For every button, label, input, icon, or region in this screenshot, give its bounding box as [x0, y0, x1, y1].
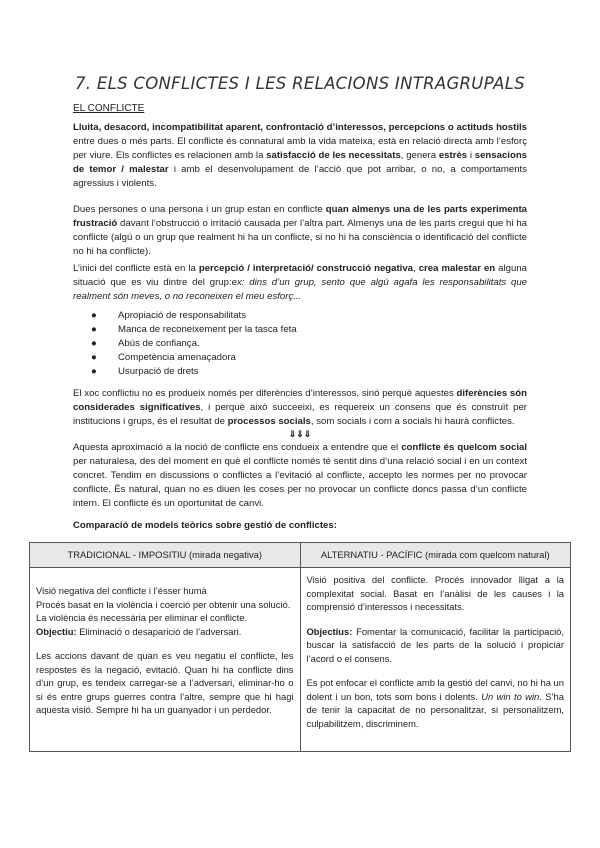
comparison-table: [29, 542, 571, 752]
list-item: [91, 309, 297, 323]
bullet-list: [73, 309, 297, 379]
cell-traditional: [30, 568, 301, 752]
list-item: [91, 337, 297, 351]
text-run: Objectiu:: [36, 625, 77, 637]
text-run: Lluita, desacord, incompatibilitat aparent, confrontació d’interessos, percepcions o actituds hostils: [73, 122, 527, 133]
text-run: , som socials i com a socials hi haurà conflictes.: [310, 416, 515, 427]
bullet-icon: ●: [91, 352, 97, 363]
bullet-icon: ●: [91, 324, 97, 335]
list-item-text: Manca de reconeixement per la tasca feta: [118, 324, 297, 335]
text-run: , genera: [400, 150, 439, 161]
text-run: Visió negativa del conflicte i l’ésser humà: [36, 585, 207, 596]
text-run: ex: dins d’un grup, sento que algú agafa les responsabilitats que realment són meves, o no reconeixen el meu esforç...: [73, 277, 528, 302]
text-run: Procés basat en la violència i coerció per obtenir una solució.: [36, 598, 291, 610]
text-block: [307, 625, 565, 666]
text-run: Objectius:: [306, 625, 353, 637]
paragraph-origin: [73, 262, 527, 304]
text-run: Les accions davant de quan es veu negatiu el conflicte, les respostes és la negació, evitació. Quan hi ha conflicte dins d’un grup, es tendeix carregar-se a l’adversari, eliminar-ho o si és entre grups guerres contra l’altre, sempre que hi hagi aquesta visió. Sempre hi ha un guanyador i un perdedor.: [36, 650, 294, 715]
text-run: L’inici del conflicte està en la: [73, 263, 199, 274]
column-header-alternative: ALTERNATIU - PACÍFIC (mirada com quelcom natural): [300, 543, 571, 568]
text-run: i amb el desenvolupament de l’acció que pot arribar, o no, a comportaments agressius i violents.: [73, 164, 528, 189]
text-run: Un win to win: [481, 690, 540, 702]
text-run: crea malestar en: [418, 263, 496, 274]
column-header-traditional: TRADICIONAL - IMPOSITIU (mirada negativa): [30, 543, 301, 568]
text-run: satisfacció de les necessitats: [266, 150, 401, 161]
down-arrows-icon: ⇓⇓⇓: [288, 429, 312, 439]
text-block: [36, 649, 294, 717]
paragraph-social: [73, 441, 527, 511]
text-run: . S’ha de tenir la capacitat de no personalitzar, si personalitzem, culpabilitzem, discriminem.: [306, 690, 564, 729]
text-block: [36, 584, 294, 638]
text-run: davant l’obstrucció o irritació causada per l’altra part. Almenys una de les parts cregui que hi ha conflicte (algú o un grup que realment hi ha un conflicte, si no hi ha consciència o identificació del conflicte no hi ha conflicte).: [73, 218, 527, 257]
text-run: sensacions de temor / malestar: [73, 150, 528, 175]
text-run: La violència és necessària per eliminar el conflicte.: [36, 612, 248, 623]
text-run: , i perquè això succeeixi, es requereix un consens que és construït per institucions i grups, és el resultat de: [73, 402, 527, 427]
bullet-icon: ●: [91, 338, 97, 349]
text-run: ,: [413, 263, 419, 274]
text-run: Eliminació o desaparició de l’adversari.: [76, 625, 242, 637]
list-item-text: Usurpació de drets: [118, 366, 199, 377]
list-item: [91, 323, 297, 337]
text-block: [307, 573, 565, 614]
paragraph-parties: [73, 203, 527, 259]
page-title: 7. ELS CONFLICTES I LES RELACIONS INTRAGRUPALS: [75, 74, 525, 93]
text-run: Fomentar la comunicació, facilitar la participació, buscar la satisfacció de les parts de la solució i propiciar l’acord o el consens.: [306, 625, 564, 664]
text-run: El xoc conflictiu no es produeix només per diferències d’interessos, sinó perquè aquestes: [73, 388, 457, 399]
list-item: [91, 351, 297, 365]
text-block: [307, 676, 565, 730]
text-run: diferències són considerades significatives: [73, 388, 527, 413]
cell-alternative: [300, 568, 571, 752]
paragraph-definition: [73, 121, 527, 191]
list-item: [91, 365, 297, 379]
bullet-icon: ●: [91, 366, 97, 377]
text-run: Es pot enfocar el conflicte amb la gestió del canvi, no hi ha un dolent i un bon, tots som bons i dolents.: [306, 677, 564, 702]
text-run: estrès: [438, 150, 468, 161]
list-item-text: Competència amenaçadora: [118, 352, 236, 363]
comparison-heading: Comparació de models teòrics sobre gestió de conflictes:: [73, 520, 337, 531]
paragraph-clash: [73, 387, 527, 429]
text-run: percepció / interpretació/ construcció negativa: [198, 263, 414, 274]
text-run: quan almenys una de les parts experimenta frustració: [73, 204, 527, 229]
list-item-text: Apropiació de responsabilitats: [118, 310, 246, 321]
text-run: entre dues o més parts. El conflicte és connatural amb la vida mateixa, està en relació directa amb l’esforç per viure. Els conflictes es relacionen amb la: [73, 136, 527, 161]
text-run: processos socials: [227, 416, 311, 427]
bullet-icon: ●: [91, 310, 97, 321]
text-run: i: [467, 150, 475, 161]
text-run: per naturalesa, des del moment en què el conflicte només té sentit dins d’una relació social i en un context concret. Tendim en discussions o conflictes a l’evitació al conflicte, accepto les normes per no provocar conflicte. És natural, quan no es diuen les coses per no provocar un conflicte doncs passa d’un conflicte intern. El conflicte és un oportunitat de canvi.: [73, 456, 527, 509]
list-item-text: Abús de confiança.: [118, 338, 200, 349]
text-run: Visió positiva del conflicte. Procés innovador lligat a la complexitat social. Basat en l’anàlisi de les causes i la comprensió d’interessos i necessitats.: [306, 574, 564, 612]
text-run: alguna situació que es viu dintre del grup:: [73, 263, 527, 288]
text-run: conflicte és quelcom social: [401, 442, 527, 453]
section-heading: EL CONFLICTE: [73, 103, 145, 114]
text-run: Dues persones o una persona i un grup estan en conflicte: [73, 204, 326, 215]
text-run: Aquesta aproximació a la noció de conflicte ens condueix a entendre que el: [73, 442, 402, 453]
